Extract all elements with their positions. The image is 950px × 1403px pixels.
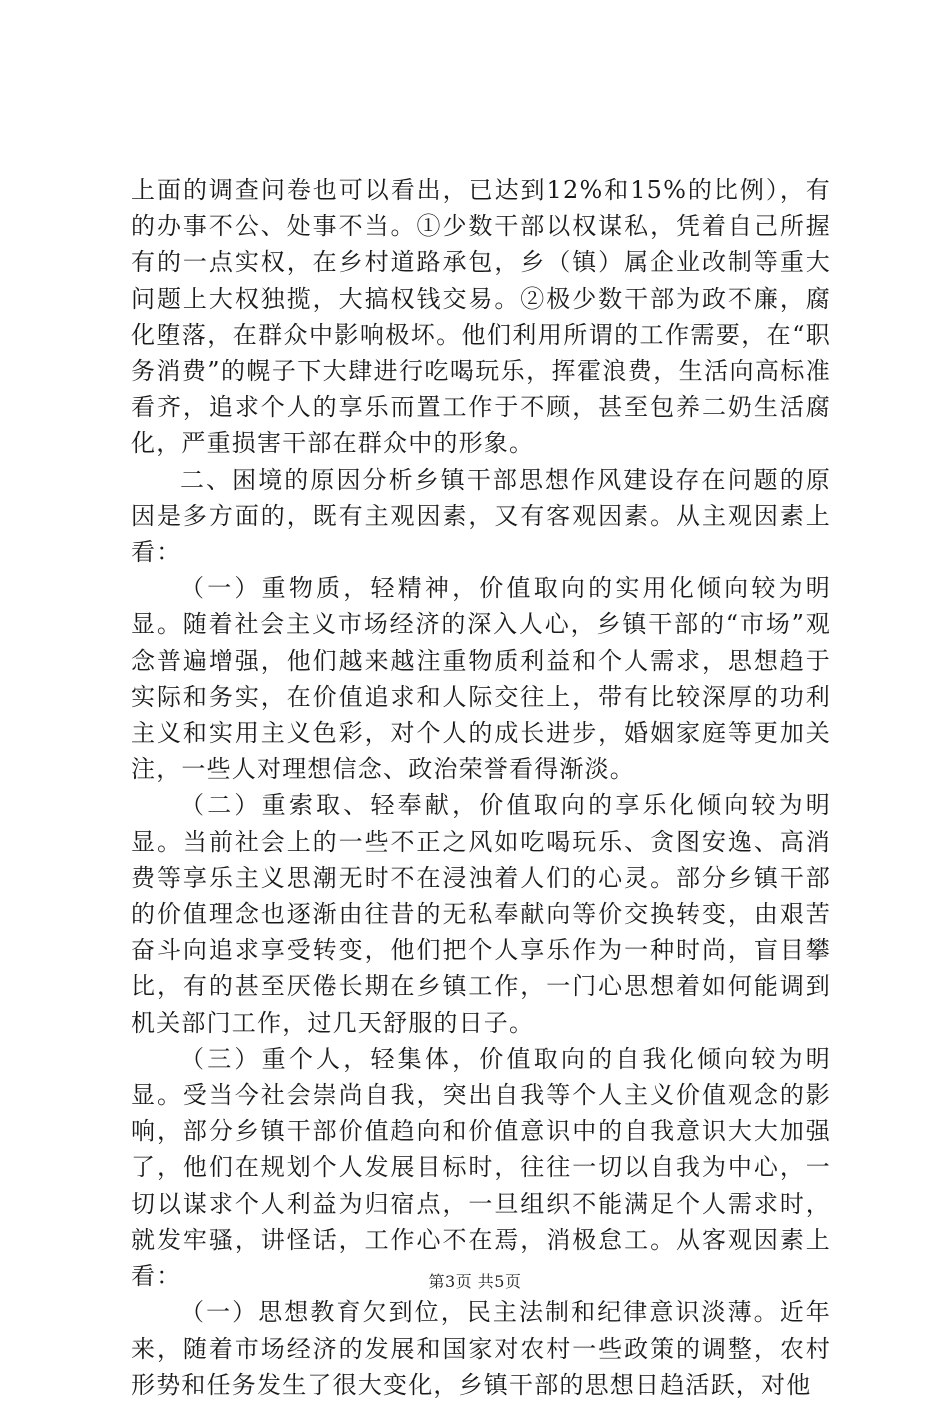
paragraph-subjective-three: （三）重个人，轻集体，价值取向的自我化倾向较为明显。受当今社会崇尚自我，突出自我等个人主义价值观念的影响，部分乡镇干部价值趋向和价值意识中的自我意识大大加强了，他们在规划个人发展目标时，往往一切以自我为中心，一切以谋求个人利益为归宿点，一旦组织不能满足个人需求时，就发牢骚，讲怪话，工作心不在焉，消极怠工。从客观因素上看： bbox=[131, 1044, 831, 1291]
paragraph-section-two-heading: 二、困境的原因分析乡镇干部思想作风建设存在问题的原因是多方面的，既有主观因素，又有客观因素。从主观因素上看： bbox=[131, 465, 831, 567]
paragraph-continuation: 上面的调查问卷也可以看出，已达到12%和15%的比例），有的办事不公、处事不当。①少数干部以权谋私，凭着自己所握有的一点实权，在乡村道路承包，乡（镇）属企业改制等重大问题上大权独揽，大搞权钱交易。②极少数干部为政不廉，腐化堕落，在群众中影响极坏。他们利用所谓的工作需要，在“职务消费”的幌子下大肆进行吃喝玩乐，挥霍浪费，生活向高标准看齐，追求个人的享乐而置工作于不顾，甚至包养二奶生活腐化，严重损害干部在群众中的形象。 bbox=[131, 176, 831, 458]
paragraph-objective-one: （一）思想教育欠到位，民主法制和纪律意识淡薄。近年来，随着市场经济的发展和国家对农村一些政策的调整，农村形势和任务发生了很大变化，乡镇干部的思想日趋活跃，对他 bbox=[131, 1298, 831, 1399]
page-footer: 第3页 共5页 bbox=[428, 1272, 522, 1291]
paragraph-subjective-two: （二）重索取、轻奉献，价值取向的享乐化倾向较为明显。当前社会上的一些不正之风如吃喝玩乐、贪图安逸、高消费等享乐主义思潮无时不在浸浊着人们的心灵。部分乡镇干部的价值理念也逐渐由往昔的无私奉献向等价交换转变，由艰苦奋斗向追求享受转变，他们把个人享乐作为一种时尚，盲目攀比，有的甚至厌倦长期在乡镇工作，一门心思想着如何能调到机关部门工作，过几天舒服的日子。 bbox=[131, 791, 831, 1037]
paragraph-subjective-one: （一）重物质，轻精神，价值取向的实用化倾向较为明显。随着社会主义市场经济的深入人心，乡镇干部的“市场”观念普遍增强，他们越来越注重物质利益和个人需求，思想趋于实际和务实，在价值追求和人际交往上，带有比较深厚的功利主义和实用主义色彩，对个人的成长进步，婚姻家庭等更加关注，一些人对理想信念、政治荣誉看得渐淡。 bbox=[131, 574, 831, 784]
document-body bbox=[131, 172, 831, 1403]
